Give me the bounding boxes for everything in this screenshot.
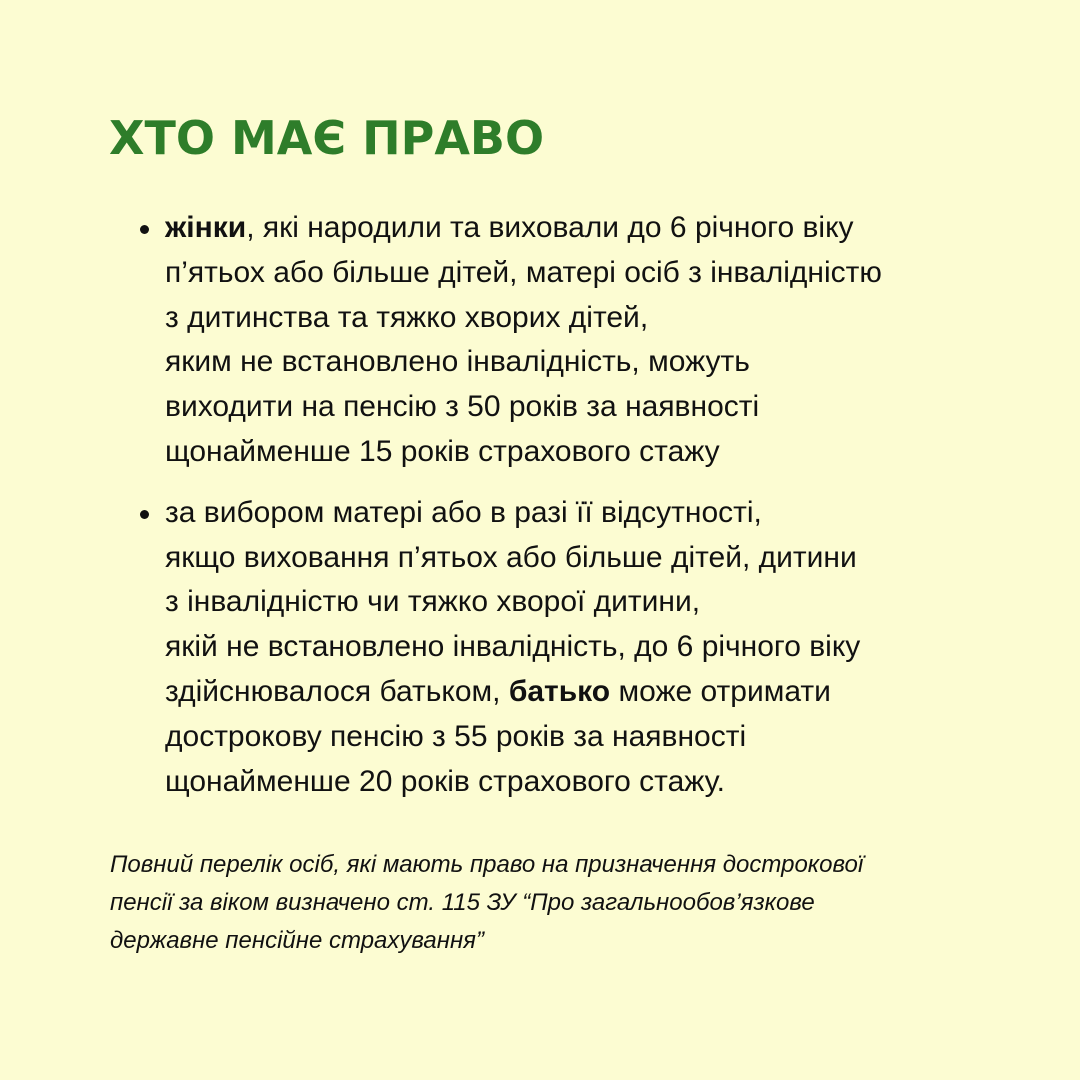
footnote-line: пенсії за віком визначено ст. 115 ЗУ “Про загальнообов’язкове [110, 889, 815, 916]
list-text: здійснювалося батьком, [165, 674, 509, 708]
list-line [165, 206, 1016, 251]
bullet-icon [140, 510, 149, 519]
footnote-line: державне пенсійне страхування” [110, 927, 484, 954]
footnote-line: Повний перелік осіб, які мають право на призначення дострокової [110, 851, 864, 878]
bullet-icon [140, 225, 149, 234]
list-line: яким не встановлено інвалідність, можуть [165, 345, 750, 379]
list-line: якій не встановлено інвалідність, до 6 річного віку [165, 630, 861, 664]
footnote [110, 846, 1010, 960]
page-title: ХТО МАЄ ПРАВО [109, 111, 545, 165]
list-item [136, 206, 1016, 475]
bold-term: батько [508, 674, 611, 708]
list-line: щонайменше 20 років страхового стажу. [165, 764, 726, 798]
list-line: за вибором матері або в разі її відсутності, [165, 495, 762, 529]
list-line: дострокову пенсію з 55 років за наявності [165, 719, 747, 753]
list-line: щонайменше 15 років страхового стажу [165, 434, 720, 468]
list-line: з дитинства та тяжко хворих дітей, [165, 300, 649, 334]
list-line: п’ятьох або більше дітей, матері осіб з інвалідністю [165, 255, 882, 289]
list-line: якщо виховання п’ятьох або більше дітей, дитини [165, 540, 857, 574]
list-line: з інвалідністю чи тяжко хворої дитини, [165, 585, 701, 619]
bold-term: жінки [165, 211, 247, 244]
list-line [165, 670, 1016, 715]
list-text: може отримати [618, 674, 831, 708]
list-item [136, 491, 1016, 805]
eligibility-list [136, 206, 1016, 804]
list-line: виходити на пенсію з 50 років за наявності [165, 390, 760, 424]
list-text: , які народили та виховали до 6 річного віку [246, 211, 854, 244]
